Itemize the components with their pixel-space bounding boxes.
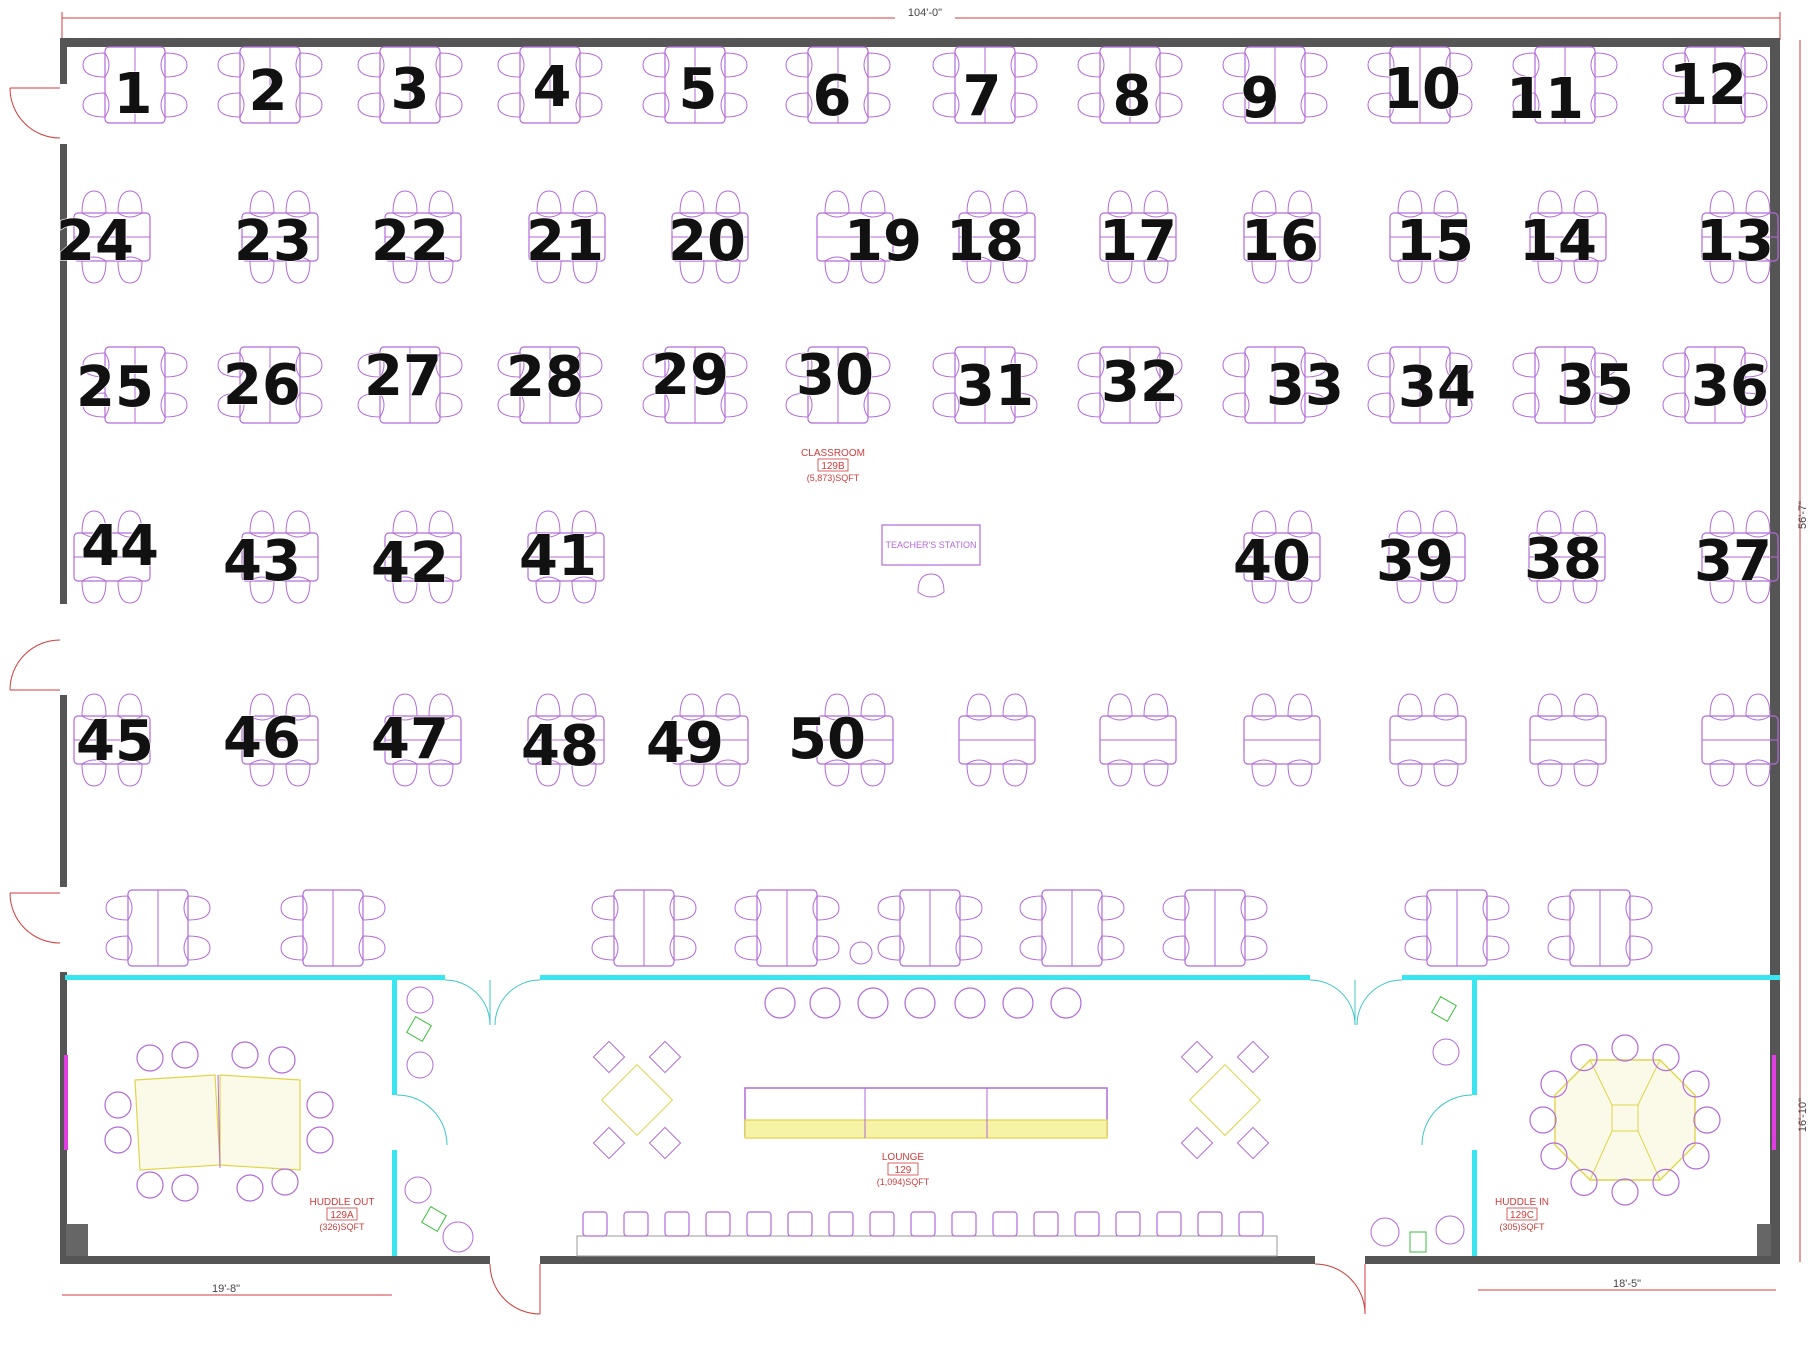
table-number-10: 10 (1383, 57, 1461, 122)
table-number-23: 23 (234, 209, 312, 274)
table-number-41: 41 (519, 524, 597, 589)
table-number-labels (56, 53, 1774, 779)
bar-chair (952, 1212, 976, 1236)
chair (272, 1169, 298, 1195)
table-number-12: 12 (1669, 53, 1747, 118)
table-pod (1548, 890, 1652, 966)
table-number-27: 27 (364, 344, 442, 409)
stool (810, 988, 840, 1018)
bottom-doors (490, 1264, 1365, 1314)
table-pod (1702, 694, 1778, 786)
bar-chair (993, 1212, 1017, 1236)
table-number-8: 8 (1112, 64, 1152, 129)
bar-chair (1198, 1212, 1222, 1236)
table-number-6: 6 (812, 64, 852, 129)
bar-chair (665, 1212, 689, 1236)
table-number-32: 32 (1101, 350, 1179, 415)
table-number-45: 45 (76, 709, 154, 774)
table-number-16: 16 (1241, 209, 1319, 274)
lounge-number: 129 (894, 1165, 912, 1176)
stool (858, 988, 888, 1018)
table-number-48: 48 (521, 714, 599, 779)
huddle-out-furniture (135, 1075, 300, 1170)
table-number-15: 15 (1396, 209, 1474, 274)
table-number-44: 44 (81, 514, 159, 579)
lounge-sofa (745, 1088, 1107, 1138)
chair (172, 1042, 198, 1068)
huddle-out-label (309, 1197, 374, 1232)
chair (1612, 1035, 1638, 1061)
huddle-in-label (1495, 1197, 1549, 1232)
table-pod (1020, 890, 1124, 966)
table-number-30: 30 (796, 343, 874, 408)
huddle-in-area: (305)SQFT (1499, 1222, 1545, 1232)
table-pod (106, 890, 210, 966)
table-number-33: 33 (1266, 353, 1344, 418)
table-number-11: 11 (1506, 67, 1584, 132)
bar-chair (829, 1212, 853, 1236)
table-pod (878, 890, 982, 966)
table-number-36: 36 (1691, 354, 1769, 419)
stool (955, 988, 985, 1018)
huddle-out-width-label: 19'-8" (211, 1283, 241, 1295)
table-number-7: 7 (962, 64, 1002, 129)
chair (307, 1092, 333, 1118)
table-number-47: 47 (371, 707, 449, 772)
table-number-40: 40 (1233, 529, 1311, 594)
table-number-17: 17 (1099, 209, 1177, 274)
bar-chair (1239, 1212, 1263, 1236)
overall-height-label: 56'-7" (1797, 500, 1809, 530)
dimension-right (1797, 40, 1809, 1262)
table-pod (959, 694, 1035, 786)
chair (105, 1127, 131, 1153)
bar-chair (870, 1212, 894, 1236)
stool (1051, 988, 1081, 1018)
chair (1612, 1179, 1638, 1205)
table-number-1: 1 (113, 62, 153, 127)
table-number-42: 42 (371, 531, 449, 596)
table-number-29: 29 (651, 343, 729, 408)
table-number-3: 3 (390, 57, 430, 122)
chair (237, 1175, 263, 1201)
bar-chair (624, 1212, 648, 1236)
stool (765, 988, 795, 1018)
bar-chair (747, 1212, 771, 1236)
lounge-name: LOUNGE (881, 1152, 925, 1163)
overall-width-label: 104'-0" (907, 7, 943, 19)
dimension-top (62, 6, 1780, 40)
table-number-35: 35 (1556, 353, 1634, 418)
chair (172, 1175, 198, 1201)
classroom-number: 129B (821, 461, 845, 472)
table-number-38: 38 (1524, 527, 1602, 592)
lounge-label (877, 1152, 930, 1187)
huddle-out-area: (326)SQFT (319, 1222, 365, 1232)
teacher-station (882, 525, 980, 597)
classroom-table-pods (74, 47, 1778, 786)
chair (137, 1172, 163, 1198)
lower-table-pods (106, 890, 1652, 966)
table-pod (1100, 694, 1176, 786)
table-number-34: 34 (1398, 355, 1476, 420)
chair (105, 1092, 131, 1118)
huddle-in-furniture (1555, 1060, 1695, 1180)
bar-chair (1034, 1212, 1058, 1236)
classroom-label (801, 448, 865, 483)
table-number-19: 19 (844, 209, 922, 274)
table-number-18: 18 (946, 209, 1024, 274)
table-number-26: 26 (223, 353, 301, 418)
table-number-31: 31 (956, 354, 1034, 419)
chair (1694, 1107, 1720, 1133)
dimension-bottom (62, 1278, 1776, 1295)
table-number-46: 46 (223, 706, 301, 771)
bar-chair (583, 1212, 607, 1236)
table-number-49: 49 (646, 711, 724, 776)
chair (307, 1127, 333, 1153)
table-pod (1530, 694, 1606, 786)
stool (905, 988, 935, 1018)
classroom-name: CLASSROOM (801, 448, 865, 459)
table-number-28: 28 (506, 345, 584, 410)
table-pod (735, 890, 839, 966)
classroom-area: (5,873)SQFT (806, 473, 860, 483)
table-number-21: 21 (526, 209, 604, 274)
table-pod (1163, 890, 1267, 966)
table-number-24: 24 (56, 209, 134, 274)
table-number-4: 4 (532, 55, 572, 120)
bar-chair (706, 1212, 730, 1236)
huddle-in-name: HUDDLE IN (1495, 1197, 1549, 1208)
table-number-22: 22 (371, 209, 449, 274)
huddle-in-number: 129C (1510, 1210, 1534, 1221)
chair (269, 1047, 295, 1073)
bar-chair (1075, 1212, 1099, 1236)
table-number-39: 39 (1376, 529, 1454, 594)
lower-height-label: 16'-10" (1797, 1097, 1809, 1133)
corridor-accessories (405, 942, 1464, 1252)
bar-chair (911, 1212, 935, 1236)
chair (1541, 1143, 1567, 1169)
table-number-2: 2 (248, 59, 288, 124)
chair (1683, 1071, 1709, 1097)
table-pod (1390, 694, 1466, 786)
lounge-counter (577, 1236, 1277, 1256)
table-pod (592, 890, 696, 966)
chair (1541, 1071, 1567, 1097)
chair (137, 1045, 163, 1071)
bar-chair (788, 1212, 812, 1236)
huddle-out-number: 129A (330, 1210, 354, 1221)
table-number-20: 20 (668, 209, 746, 274)
table-pod (1244, 694, 1320, 786)
table-number-43: 43 (223, 529, 301, 594)
huddle-out-name: HUDDLE OUT (309, 1197, 375, 1208)
lounge-stools (765, 988, 1081, 1018)
lounge-area: (1,094)SQFT (876, 1177, 930, 1187)
table-number-50: 50 (788, 707, 866, 772)
table-number-5: 5 (678, 57, 718, 122)
table-number-13: 13 (1696, 209, 1774, 274)
stool (1003, 988, 1033, 1018)
chair (1683, 1143, 1709, 1169)
lounge-lounge-chair-groups (593, 1041, 1268, 1158)
table-number-9: 9 (1240, 66, 1280, 131)
chair (1530, 1107, 1556, 1133)
table-number-25: 25 (76, 355, 154, 420)
huddle-in-width-label: 18'-5" (1612, 1278, 1642, 1290)
table-number-14: 14 (1519, 209, 1597, 274)
left-doors (10, 88, 60, 943)
table-pod (1405, 890, 1509, 966)
chair (232, 1042, 258, 1068)
bar-chair (1116, 1212, 1140, 1236)
bar-chair (1157, 1212, 1181, 1236)
table-number-37: 37 (1694, 529, 1772, 594)
lounge-bar-chairs (583, 1212, 1263, 1236)
table-pod (281, 890, 385, 966)
teacher-station-label: TEACHER'S STATION (885, 540, 977, 550)
